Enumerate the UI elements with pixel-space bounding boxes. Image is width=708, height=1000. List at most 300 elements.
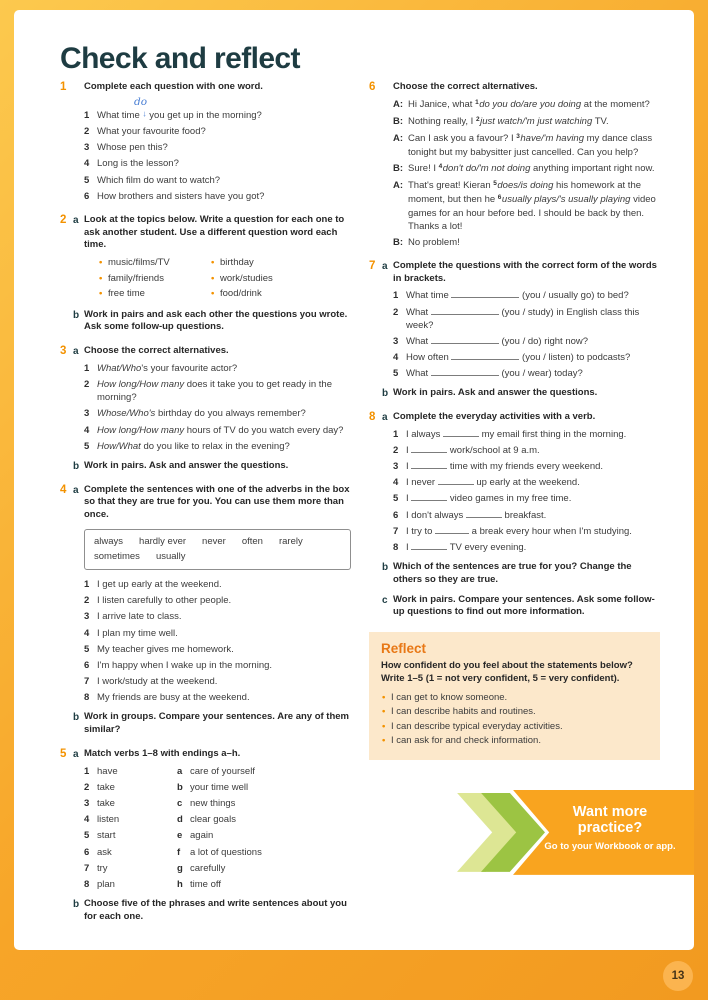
sentence-item [84,691,351,704]
part-letter: a [382,260,388,272]
item-label: 4 [393,477,399,489]
dialogue-line [393,236,660,249]
answer-blank [435,525,469,534]
can-do-statement [381,705,648,718]
item-label: 2 [393,306,399,318]
text-segment: sometimes [94,550,140,562]
item-label: 1 [84,578,90,590]
text-segment: I [406,461,412,473]
answer-blank [431,306,499,315]
sentence-item [84,627,351,640]
item-label: 8 [84,692,90,704]
text-segment: at the moment? [581,98,650,110]
text-segment: (you / wear) today? [498,368,583,380]
dialogue-line [393,115,660,129]
dialogue-line [393,132,660,159]
exercise-number: 7 [369,259,376,272]
part-letter: b [382,562,389,574]
text-segment: What your favourite food? [97,125,206,137]
text-segment: a break every hour when I'm studying. [469,525,632,537]
text-segment: What time [406,290,452,302]
text-segment: rarely [278,535,303,547]
match-row [84,765,351,778]
answer-blank [411,492,447,501]
item-label: B: [393,162,404,174]
text-segment: 2 [475,115,480,123]
word-bank-word [242,535,263,548]
part-letter: a [73,748,79,760]
exercise-number: 4 [60,483,67,496]
text-segment: My friends are busy at the weekend. [97,692,250,704]
dialogue-line [393,162,660,176]
part-letter: a [73,484,79,496]
item-label: 2 [393,444,399,456]
word-bank [84,529,351,570]
item-label: 6 [84,846,90,858]
text-segment: Whose/Who's [97,408,156,420]
item-label: 2 [84,781,90,793]
can-do-statement [381,720,648,733]
match-row [84,862,351,875]
topic-item [98,272,210,285]
answer-blank [451,289,519,298]
want-more-practice-banner [457,790,694,875]
topic-item [98,287,210,300]
exercise-items [84,95,351,203]
exercise-instruction: Complete each question with one word. [84,81,263,92]
part-letter: b [73,898,80,910]
item-label: 4 [84,627,90,639]
exercise-number: 8 [369,410,376,423]
text-segment: have/'m having [520,132,584,144]
item-label: 1 [84,765,90,777]
text-segment: does/is doing [497,179,554,191]
part-letter: b [382,388,389,400]
item-label: 7 [393,525,399,537]
exercise-items [84,256,351,302]
item-label: 8 [393,542,399,554]
item-label: 1 [393,428,399,440]
exercise-3 [60,345,351,472]
item-label: 8 [84,878,90,890]
text-segment: birthday [220,257,254,269]
text-segment: (you / usually go) to bed? [519,290,629,302]
text-segment: 's your favourite actor? [141,363,238,375]
text-segment: I can describe typical everyday activities. [391,720,563,732]
gap-fill-item [393,335,660,348]
dialogue-line [393,179,660,233]
item-label: 2 [84,595,90,607]
text-segment: video games in my free time. [447,493,572,505]
text-segment: I can get to know someone. [391,691,508,703]
exercise-items [393,428,660,554]
gap-fill-item [393,306,660,332]
gap-fill-item [393,460,660,473]
gap-fill-item [393,289,660,302]
question-item [84,190,351,203]
item-label: 5 [84,643,90,655]
text-segment: c [177,798,183,810]
gap-fill-item [393,492,660,505]
item-label: 7 [84,676,90,688]
text-segment: never [202,535,226,547]
text-segment: 4 [438,162,443,170]
answer-blank [411,541,447,550]
text-segment: How long/How many [97,424,185,436]
part-letter: a [73,346,79,358]
answer-blank [411,460,447,469]
text-segment: my email first thing in the morning. [478,428,627,440]
item-label: 1 [84,363,90,375]
question-item [84,109,351,122]
text-segment: always [94,535,124,547]
text-segment: work/school at 9 a.m. [447,444,540,456]
text-segment: a lot of questions [190,846,262,858]
gap-fill-item [393,525,660,538]
match-row [84,829,351,842]
text-segment: TV every evening. [447,542,527,554]
can-do-statement [381,691,648,704]
text-segment: I arrive late to class. [97,611,182,623]
part-instruction: Work in groups. Compare your sentences. Are any of them similar? [84,711,350,736]
exercise-instruction: Match verbs 1–8 with endings a–h. [84,747,241,759]
text-segment: do you do/are you doing [479,98,582,110]
question-item [84,141,351,154]
text-segment: 1 [475,98,479,106]
text-segment: How brothers and sisters have you got? [97,190,265,202]
text-segment: I can ask for and check information. [391,735,541,747]
gap-fill-item [393,428,660,441]
answer-blank [451,351,519,360]
text-segment: How long/How many [97,379,185,391]
text-segment: Sure! I [408,162,439,174]
can-do-statement [381,734,648,747]
exercise-items [84,362,351,453]
text-segment: free time [108,288,145,300]
text-segment: No problem! [408,236,460,248]
text-segment: listen [97,814,120,826]
match-list [84,765,351,891]
item-label: 6 [84,659,90,671]
text-segment: food/drink [220,288,262,300]
gap-fill-item [393,541,660,554]
match-row [84,878,351,891]
text-segment: I always [406,428,443,440]
text-segment: I can describe habits and routines. [391,706,536,718]
text-segment: 3 [516,132,520,140]
text-segment: I get up early at the weekend. [97,578,222,590]
gap-fill-item [393,444,660,457]
exercise-number: 5 [60,747,67,760]
part-letter: c [382,594,388,606]
sentence-item [84,659,351,672]
textbook-page [14,10,694,950]
part-instruction: Work in pairs. Ask and answer the questions. [84,459,289,471]
text-segment: I try to [406,525,436,537]
practice-title: Want more practice? [572,803,648,837]
text-segment: work/studies [220,272,273,284]
text-segment: music/films/TV [108,257,170,269]
answer-blank [431,335,499,344]
gap-fill-item [393,509,660,522]
sentence-item [84,610,351,623]
text-segment: a [177,765,183,777]
exercise-instruction: Complete the questions with the correct form of the words in brackets. [393,259,657,284]
text-segment: g [177,862,183,874]
text-segment: you get up in the morning? [146,109,262,121]
text-segment: carefully [190,862,226,874]
item-label: B: [393,236,404,248]
item-label: 2 [84,125,90,137]
part-instruction: Which of the sentences are true for you? Change the others so they are true. [393,561,632,585]
sentence-item [84,643,351,656]
text-segment: What [406,368,431,380]
text-segment: take [97,781,115,793]
topic-item [210,256,351,269]
text-segment: b [177,781,183,793]
text-segment: time off [190,878,221,890]
exercise-number: 6 [369,81,376,93]
text-segment: ask [97,846,112,858]
text-segment: What time [97,109,143,121]
item-label: 6 [84,190,90,202]
text-segment: Hi Janice, what [408,98,476,110]
text-segment: often [241,535,263,547]
text-segment: h [177,878,183,890]
exercise-number: 3 [60,345,67,358]
text-segment: my dance class tonight but my babysitter just cancelled. Can you help? [408,132,653,158]
text-segment: (you / study) in English class this week? [406,306,640,331]
text-segment: My teacher gives me homework. [97,643,234,655]
text-segment: Nothing really, I [408,115,476,127]
item-label: 4 [393,351,399,363]
text-segment: don't do/'m not doing [442,162,531,174]
practice-subtitle: Go to your Workbook or app. [544,840,676,852]
text-segment: d [177,814,183,826]
part-letter: b [73,460,80,472]
word-bank-word [94,535,123,548]
sentence-item [84,594,351,607]
text-segment: How often [406,351,452,363]
alternatives-item [84,440,351,453]
exercise-instruction: Choose the correct alternatives. [84,345,229,357]
part-letter: a [73,214,79,226]
text-segment: Long is the lesson? [97,158,179,170]
text-segment: your time well [190,781,249,793]
item-label: 1 [84,109,90,121]
part-letter: a [382,411,388,423]
text-segment: birthday do you always remember? [155,408,306,420]
text-segment: video games for an hour before bed. I should be back by then. Thanks a lot! [408,193,656,232]
item-label: 3 [84,408,90,420]
match-row [84,797,351,810]
part-letter: b [73,309,80,321]
exercise-2 [60,214,351,334]
alternatives-item [84,407,351,420]
text-segment: usually plays/'s usually playing [501,193,631,205]
text-segment: have [97,765,118,777]
right-column [369,81,676,935]
answer-blank [411,444,447,453]
text-segment: care of yourself [190,765,255,777]
item-label: 3 [84,611,90,623]
text-segment: family/friends [108,272,164,284]
item-label: 2 [84,379,90,391]
reflect-title: Reflect [381,641,427,657]
exercise-6 [369,81,660,249]
left-column [60,81,351,935]
answer-blank [431,367,499,376]
exercise-items [393,289,660,380]
text-segment: Which film do want to watch? [97,174,221,186]
text-segment: I plan my time well. [97,627,178,639]
text-segment: breakfast. [501,509,547,521]
text-segment: What [406,306,431,318]
item-label: 6 [393,509,399,521]
exercise-8 [369,411,660,619]
item-label: 5 [84,830,90,842]
page-title: Check and reflect [60,42,300,75]
item-label: 5 [84,174,90,186]
item-label: 4 [84,814,90,826]
sentence-item [84,675,351,688]
item-label: A: [393,132,404,144]
text-segment: his homework at the moment, but then he [408,179,642,205]
gap-fill-item [393,367,660,380]
alternatives-item [84,362,351,375]
text-segment: I never [406,477,438,489]
answer-blank [438,476,474,485]
item-label: 3 [393,461,399,473]
topic-item [210,272,351,285]
text-segment: 6 [497,193,502,201]
text-segment: That's great! Kieran [408,179,494,191]
text-segment: How/What [97,440,141,452]
topic-item [210,287,351,300]
gap-fill-item [393,351,660,364]
exercise-instruction: Complete the everyday activities with a verb. [393,410,596,422]
text-segment: anything important right now. [530,162,655,174]
word-bank-word [156,550,186,563]
text-segment: I work/study at the weekend. [97,676,218,688]
text-segment: I'm happy when I wake up in the morning. [97,659,273,671]
text-segment: I [406,542,412,554]
text-segment: (you / do) right now? [498,335,589,347]
exercise-instruction: Choose the correct alternatives. [393,81,538,92]
text-segment: Whose pen this? [97,142,168,154]
text-segment: clear goals [190,814,236,826]
insertion-caret-icon: ↓ [142,108,147,119]
answer-blank [466,509,502,518]
word-bank-word [94,550,140,563]
reflect-box [369,632,660,760]
text-segment: (you / listen) to podcasts? [519,351,631,363]
item-label: 3 [84,142,90,154]
exercise-1 [60,81,351,203]
question-item [84,157,351,170]
text-segment: TV. [592,115,609,127]
text-segment: 5 [493,179,497,187]
sentence-item [84,578,351,591]
word-bank-word [139,535,186,548]
text-segment: does it take you to get ready in the morning? [97,379,332,404]
gap-fill-item [393,476,660,489]
text-segment: plan [97,878,115,890]
exercise-7 [369,260,660,400]
item-label: 7 [84,862,90,874]
alternatives-item [84,378,351,404]
word-bank-word [279,535,303,548]
exercise-instruction: Look at the topics below. Write a question for each one to ask another student. Use a different question word each time. [84,213,345,251]
handwritten-answer: do [134,95,148,108]
part-instruction: Choose five of the phrases and write sentences about you for each one. [84,897,347,922]
item-label: B: [393,115,404,127]
word-bank-word [202,535,226,548]
topic-item [98,256,210,269]
question-item [84,174,351,187]
dialogue-line [393,98,660,112]
text-segment: f [177,846,181,858]
item-label: 3 [393,335,399,347]
text-segment: What/Who [97,363,142,375]
part-letter: b [73,712,80,724]
item-label: 5 [393,368,399,380]
topics-list [98,256,351,302]
exercise-number: 2 [60,213,67,226]
item-label: A: [393,179,404,191]
question-item [84,125,351,138]
text-segment: hardly ever [139,535,187,547]
item-label: 4 [84,424,90,436]
exercise-instruction: Complete the sentences with one of the adverbs in the box so that they are true for you. You can use them more than once. [84,483,350,521]
item-label: 5 [84,440,90,452]
exercise-items [84,578,351,704]
text-segment: again [190,830,214,842]
text-segment: usually [155,550,186,562]
text-segment: try [97,862,108,874]
text-segment: just watch/'m just watching [480,115,593,127]
text-segment: Can I ask you a favour? I [408,132,517,144]
text-segment: hours of TV do you watch every day? [184,424,344,436]
text-segment: new things [190,798,236,810]
part-instruction: Work in pairs. Compare your sentences. Ask some follow-up questions to find out more information. [393,593,655,618]
text-segment: I listen carefully to other people. [97,595,232,607]
match-row [84,813,351,826]
exercise-4 [60,484,351,737]
part-instruction: Work in pairs and ask each other the questions you wrote. Ask some follow-up questions. [84,308,348,333]
item-label: 3 [84,798,90,810]
text-segment: time with my friends every weekend. [447,461,604,473]
item-label: 5 [393,493,399,505]
answer-blank [443,428,479,437]
item-label: A: [393,98,404,110]
exercise-number: 1 [60,81,67,93]
match-row [84,846,351,859]
can-do-list [381,691,648,748]
text-segment: I [406,493,412,505]
part-instruction: Work in pairs. Ask and answer the questions. [393,387,598,399]
alternatives-item [84,424,351,437]
text-segment: e [177,830,183,842]
match-row [84,781,351,794]
text-segment: I don't always [406,509,466,521]
text-segment: up early at the weekend. [473,477,580,489]
exercise-5 [60,748,351,924]
dialogue [393,98,660,249]
text-segment: I [406,444,412,456]
item-label: 4 [84,158,90,170]
reflect-intro: How confident do you feel about the statements below? Write 1–5 (1 = not very confident, 5 = very confident). [381,660,633,685]
